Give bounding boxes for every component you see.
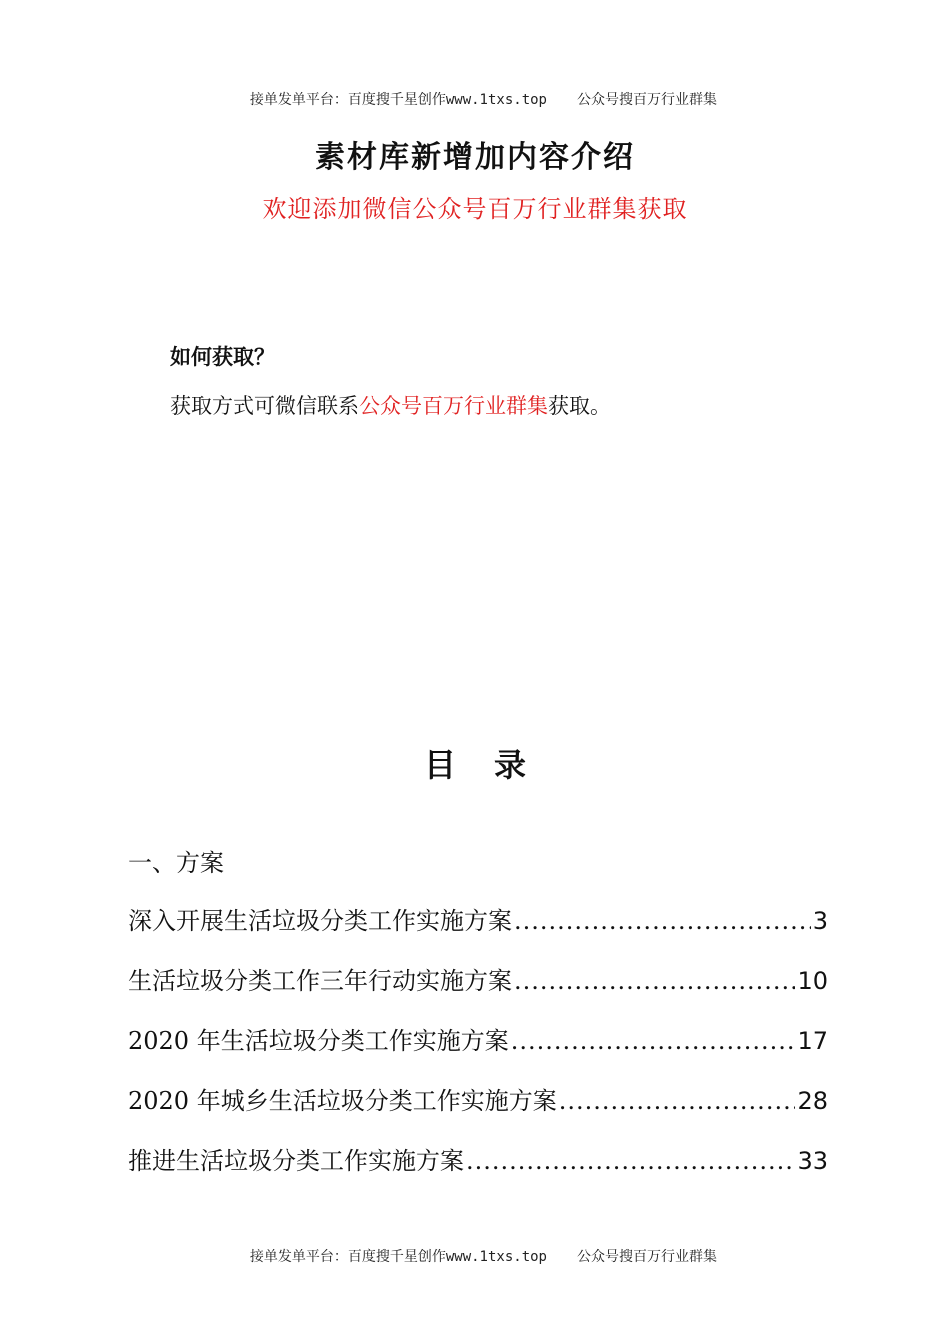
how-to-get-body (170, 390, 611, 420)
document-title: 素材库新增加内容介绍 (315, 140, 635, 175)
toc-item-title: 推进生活垃圾分类工作实施方案 (128, 1147, 464, 1175)
header-account-text: 公众号搜百万行业群集 (577, 92, 717, 108)
how-body-text-before: 获取方式可微信联系 (170, 394, 359, 418)
toc-item-title: 2020 年城乡生活垃圾分类工作实施方案 (128, 1087, 557, 1115)
toc-section-heading: 一、方案 (128, 849, 224, 877)
toc-item-title: 2020 年生活垃圾分类工作实施方案 (128, 1027, 509, 1055)
toc-title: 目录 (423, 746, 564, 784)
footer-account-text: 公众号搜百万行业群集 (577, 1249, 717, 1265)
how-body-highlight: 公众号百万行业群集 (359, 394, 548, 418)
toc-item[interactable] (128, 1075, 828, 1135)
page-header (0, 73, 950, 109)
toc-leader-dots (514, 895, 811, 947)
toc-leader-dots (511, 1015, 796, 1067)
toc-item[interactable] (128, 955, 828, 1015)
toc-item-page: 17 (797, 1027, 828, 1055)
toc-leader-dots (559, 1075, 796, 1127)
toc-item-page: 28 (797, 1087, 828, 1115)
how-body-text-after: 获取。 (548, 394, 611, 418)
toc-leader-dots (466, 1135, 795, 1187)
toc-item-title: 生活垃圾分类工作三年行动实施方案 (128, 967, 512, 995)
toc-item[interactable] (128, 1015, 828, 1075)
page-footer (0, 1230, 950, 1266)
document-subtitle: 欢迎添加微信公众号百万行业群集获取 (262, 195, 688, 223)
toc-list (128, 895, 828, 1195)
how-to-get-heading: 如何获取？ (170, 344, 275, 369)
toc-item-page: 33 (797, 1147, 828, 1175)
toc-leader-dots (514, 955, 795, 1007)
toc-item[interactable] (128, 895, 828, 955)
toc-item-page: 10 (797, 967, 828, 995)
toc-item[interactable] (128, 1135, 828, 1195)
footer-platform-text: 接单发单平台：百度搜千星创作www.1txs.top (249, 1249, 547, 1265)
header-platform-text: 接单发单平台：百度搜千星创作www.1txs.top (249, 92, 547, 108)
toc-item-page: 3 (812, 907, 828, 935)
toc-item-title: 深入开展生活垃圾分类工作实施方案 (128, 907, 512, 935)
